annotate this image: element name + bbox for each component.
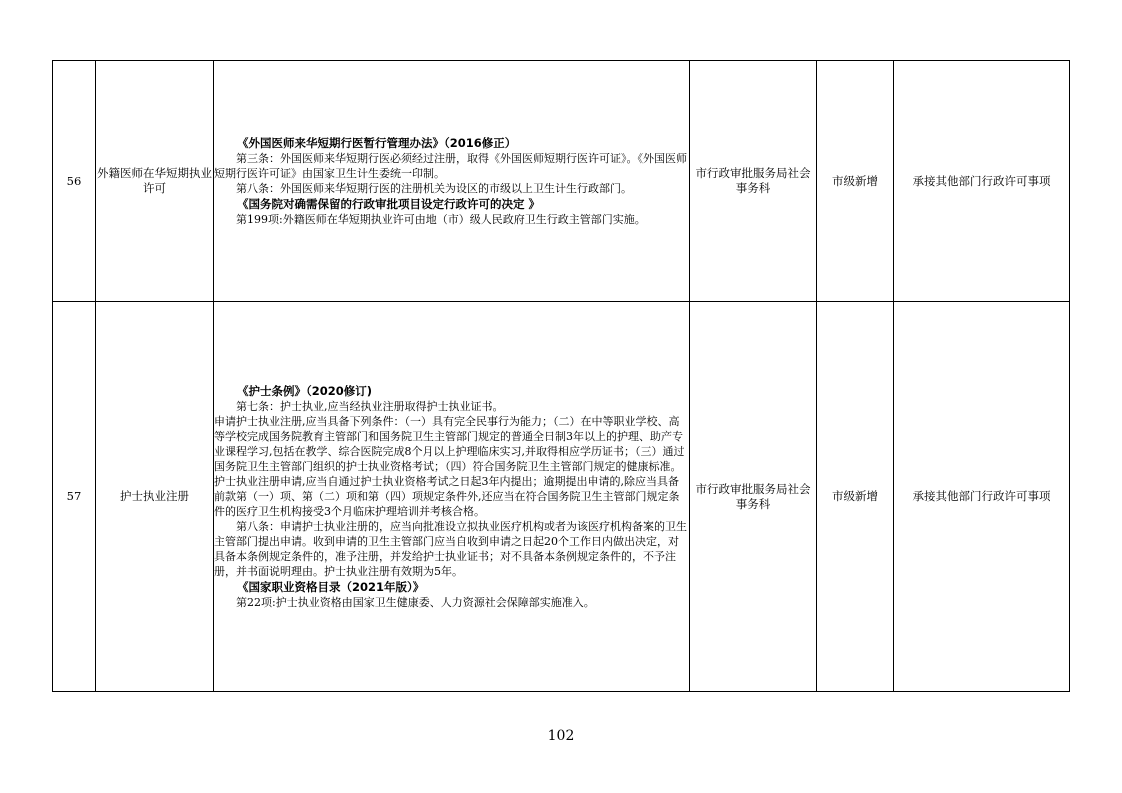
legal-basis <box>214 61 690 302</box>
law-title: 《护士条例》（2020修订) <box>237 384 373 398</box>
responsible-department: 市行政审批服务局社会事务科 <box>690 61 817 302</box>
item-level: 市级新增 <box>817 302 894 692</box>
basis-paragraph: 第22项:护士执业资格由国家卫生健康委、人力资源社会保障部实施准入。 <box>236 596 595 609</box>
permission-items-table <box>52 60 1070 692</box>
basis-paragraph: 第七条：护士执业,应当经执业注册取得护士执业证书。 <box>236 400 504 413</box>
basis-paragraph: 申请护士执业注册,应当具备下列条件：（一）具有完全民事行为能力；（二）在中等职业学校、高等学校完成国务院教育主管部门和国务院卫生主管部门规定的普通全日制3年以上的护理、助产专业课程学习,包括在教学、综合医院完成8个月以上护理临床实习,并取得相应学历证书；（三）通过国务院卫生主管部门组织的护士执业资格考试；（四）符合国务院卫生主管部门规定的健康标准。护士执业注册申请,应当自通过护士执业资格考试之日起3年内提出；逾期提出申请的,除应当具备前款第（一）项、第（二）项和第（四）项规定条件外,还应当在符合国务院卫生主管部门规定条件的医疗卫生机构接受3个月临床护理培训并考核合格。 <box>214 415 685 518</box>
remark: 承接其他部门行政许可事项 <box>894 61 1070 302</box>
remark: 承接其他部门行政许可事项 <box>894 302 1070 692</box>
item-name: 护士执业注册 <box>96 302 214 692</box>
basis-paragraph: 第199项:外籍医师在华短期执业许可由地（市）级人民政府卫生行政主管部门实施。 <box>236 213 646 226</box>
page-number: 102 <box>547 728 575 744</box>
table-row <box>53 61 1070 302</box>
law-title: 《国家职业资格目录（2021年版）》 <box>237 580 425 594</box>
table-row <box>53 302 1070 692</box>
responsible-department: 市行政审批服务局社会事务科 <box>690 302 817 692</box>
item-level: 市级新增 <box>817 61 894 302</box>
legal-basis <box>214 302 690 692</box>
basis-paragraph: 第八条：申请护士执业注册的，应当向批准设立拟执业医疗机构或者为该医疗机构备案的卫生主管部门提出申请。收到申请的卫生主管部门应当自收到申请之日起20个工作日内做出决定，对具备本条例规定条件的，准予注册，并发给护士执业证书；对不具备本条例规定条件的，不予注册，并书面说明理由。护士执业注册有效期为5年。 <box>214 520 687 578</box>
law-title: 《外国医师来华短期行医暂行管理办法》（2016修正） <box>237 136 517 150</box>
basis-paragraph: 第八条：外国医师来华短期行医的注册机关为设区的市级以上卫生计生行政部门。 <box>236 182 632 195</box>
item-number: 56 <box>53 61 96 302</box>
item-name: 外籍医师在华短期执业许可 <box>96 61 214 302</box>
basis-paragraph: 第三条：外国医师来华短期行医必须经过注册，取得《外国医师短期行医许可证》。《外国医师短期行医许可证》由国家卫生计生委统一印制。 <box>214 152 687 180</box>
item-number: 57 <box>53 302 96 692</box>
law-title: 《国务院对确需保留的行政审批项目设定行政许可的决定 》 <box>237 197 541 211</box>
